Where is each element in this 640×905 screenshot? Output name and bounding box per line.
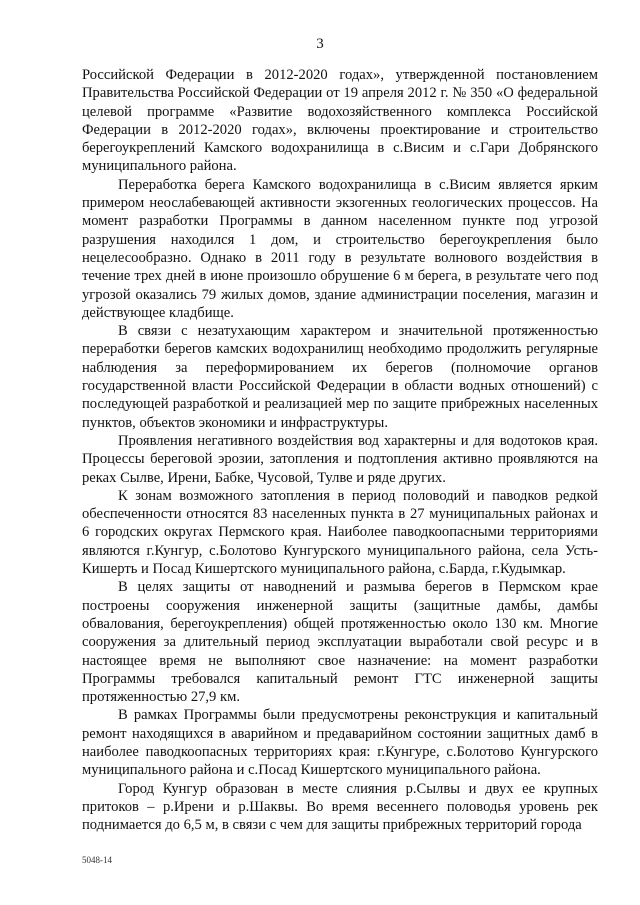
paragraph-protection-structures: В целях защиты от наводнений и размыва берегов в Пермском крае построены сооружения инженерной защиты (защитные дамбы, дамбы обвалования, берегоукрепления) общей протяженностью около 130 км. Многие сооружения за длительный период эксплуатации выработали свой ресурс и в настоящее время не выполняют свое назначение: на момент разработки Программы требовался капитальный ремонт ГТС инженерной защиты протяженностью 27,9 км.: [82, 579, 598, 706]
paragraph-flood-zones: К зонам возможного затопления в период половодий и паводков редкой обеспеченности относятся 83 населенных пункта в 27 муниципальных районах и 6 городских округах Пермского края. Наиболее паводкоопасными территориями являются г.Кунгур, с.Болотово Кунгурского муниципального района, села Усть-Кишерть и Посад Кишертского муниципального района, с.Барда, г.Кудымкар.: [82, 487, 598, 578]
paragraph-shore-monitoring: В связи с незатухающим характером и значительной протяженностью переработки берегов камских водохранилищ необходимо продолжить регулярные наблюдения за переформированием их берегов (полномочие органов государственной власти Российской Федерации в области водных отношений) с последующей разработкой и реализацией мер по защите прибрежных населенных пунктов, объектов экономики и инфраструктуры.: [82, 323, 598, 431]
document-body: [82, 66, 598, 834]
paragraph-visim-erosion: Переработка берега Камского водохранилища в с.Висим является ярким примером неослабевающей активности экзогенных геологических процессов. На момент разработки Программы в данном населенном пункте под угрозой разрушения находился 1 дом, и строительство берегоукрепления было нецелесообразно. Однако в 2011 году в результате волнового воздействия в течение трех дней в июне произошло обрушение 6 м берега, в результате чего под угрозой оказались 79 жилых домов, здание администрации поселения, магазин и действующее кладбище.: [82, 176, 598, 321]
paragraph-program-reconstruction: В рамках Программы были предусмотрены реконструкция и капитальный ремонт находящихся в аварийном и предаварийном состоянии защитных дамб в наиболее паводкоопасных территориях края: г.Кунгуре, с.Болотово Кунгурского муниципального района и с.Посад Кишертского муниципального района.: [82, 707, 598, 779]
paragraph-negative-water-impact: Проявления негативного воздействия вод характерны и для водотоков края. Процессы береговой эрозии, затопления и подтопления активно проявляются на реках Сылве, Ирени, Бабке, Чусовой, Тулве и ряде других.: [82, 432, 598, 486]
paragraph-continuation: Российской Федерации в 2012-2020 годах», утвержденной постановлением Правительства Российской Федерации от 19 апреля 2012 г. № 350 «О федеральной целевой программе «Развитие водохозяйственного комплекса Российской Федерации в 2012-2020 годах», включены проектирование и строительство берегоукреплений Камского водохранилища в с.Висим и с.Гари Добрянского муниципального района.: [82, 67, 598, 175]
paragraph-kungur: Город Кунгур образован в месте слияния р.Сылвы и двух ее крупных притоков – р.Ирени и р.Шаквы. Во время весеннего половодья уровень рек поднимается до 6,5 м, в связи с чем для защиты прибрежных территорий города: [82, 780, 598, 834]
document-code: 5048-14: [82, 855, 112, 865]
page-number: 3: [316, 36, 324, 52]
